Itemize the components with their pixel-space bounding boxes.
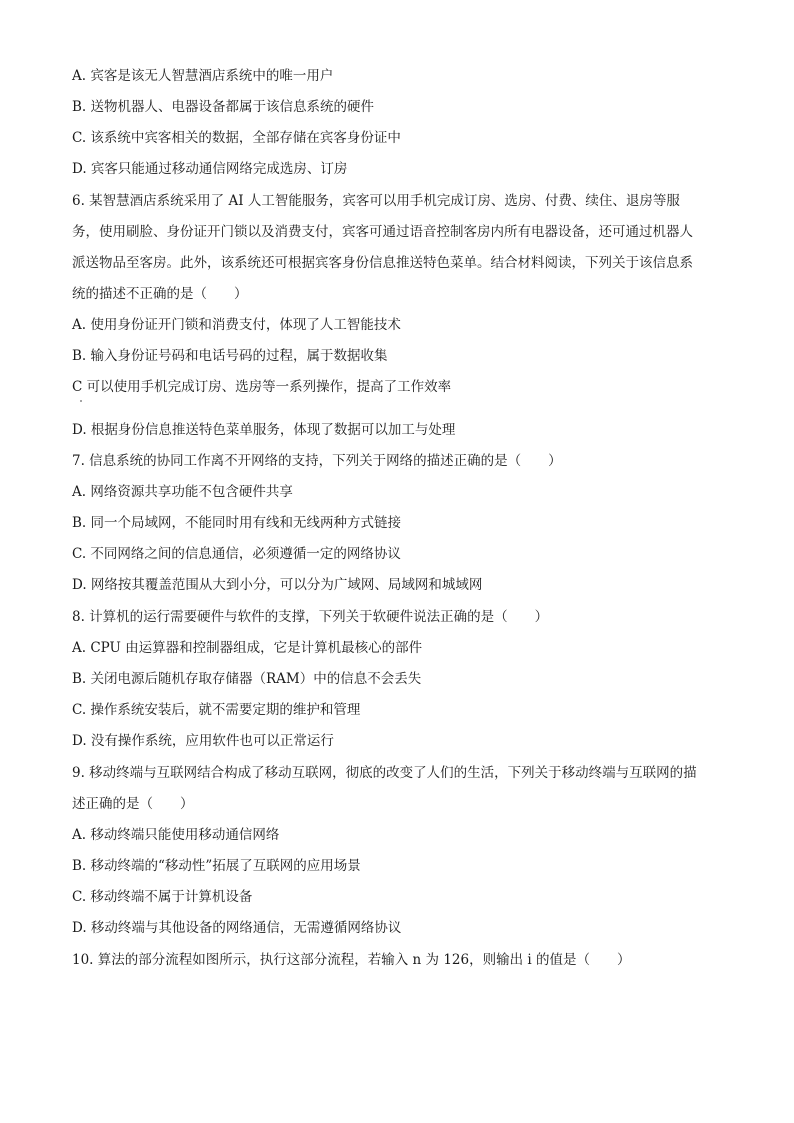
option-9b: B. 移动终端的“移动性”拓展了互联网的应用场景 bbox=[72, 858, 361, 874]
question-6-line-4: 统的描述不正确的是（ ） bbox=[72, 286, 248, 302]
option-8d: D. 没有操作系统，应用软件也可以正常运行 bbox=[72, 733, 334, 749]
option-6c: C 可以使用手机完成订房、选房等一系列操作，提高了工作效率 bbox=[72, 379, 452, 395]
option-9a: A. 移动终端只能使用移动通信网络 bbox=[72, 827, 280, 843]
question-8: 8. 计算机的运行需要硬件与软件的支撑，下列关于软硬件说法正确的是（ ） bbox=[72, 609, 549, 625]
option-9d: D. 移动终端与其他设备的网络通信，无需遵循网络协议 bbox=[72, 920, 402, 936]
option-8a: A. CPU 由运算器和控制器组成，它是计算机最核心的部件 bbox=[72, 640, 423, 656]
option-8c: C. 操作系统安装后，就不需要定期的维护和管理 bbox=[72, 702, 361, 718]
question-9-line-2: 述正确的是（ ） bbox=[72, 796, 194, 812]
option-5d: D. 宾客只能通过移动通信网络完成选房、订房 bbox=[72, 161, 348, 177]
option-6a: A. 使用身份证开门锁和消费支付，体现了人工智能技术 bbox=[72, 317, 401, 333]
option-7d: D. 网络按其覆盖范围从大到小分，可以分为广域网、局域网和城域网 bbox=[72, 577, 483, 593]
question-9-line-1: 9. 移动终端与互联网结合构成了移动互联网，彻底的改变了人们的生活，下列关于移动终端与互联网的描 bbox=[72, 765, 697, 781]
option-7c: C. 不同网络之间的信息通信，必须遵循一定的网络协议 bbox=[72, 546, 401, 562]
question-6-line-3: 派送物品至客房。此外，该系统还可根据宾客身份信息推送特色菜单。结合材料阅读，下列关于该信息系 bbox=[72, 255, 693, 271]
option-9c: C. 移动终端不属于计算机设备 bbox=[72, 889, 253, 905]
question-6-line-1: 6. 某智慧酒店系统采用了 AI 人工智能服务，宾客可以用手机完成订房、选房、付费、续住、退房等服 bbox=[72, 193, 680, 209]
option-6b: B. 输入身份证号码和电话号码的过程，属于数据收集 bbox=[72, 348, 388, 364]
question-7: 7. 信息系统的协同工作离不开网络的支持，下列关于网络的描述正确的是（ ） bbox=[72, 453, 562, 469]
option-7b: B. 同一个局域网，不能同时用有线和无线两种方式链接 bbox=[72, 515, 402, 531]
option-8b: B. 关闭电源后随机存取存储器（RAM）中的信息不会丢失 bbox=[72, 671, 422, 687]
option-5a: A. 宾客是该无人智慧酒店系统中的唯一用户 bbox=[72, 68, 334, 84]
stray-mark bbox=[80, 400, 82, 402]
option-5b: B. 送物机器人、电器设备都属于该信息系统的硬件 bbox=[72, 99, 375, 115]
option-5c: C. 该系统中宾客相关的数据，全部存储在宾客身份证中 bbox=[72, 130, 401, 146]
option-7a: A. 网络资源共享功能不包含硬件共享 bbox=[72, 484, 293, 500]
question-10: 10. 算法的部分流程如图所示，执行这部分流程，若输入 n 为 126，则输出 i 的值是（ ） bbox=[72, 952, 631, 968]
option-6d: D. 根据身份信息推送特色菜单服务，体现了数据可以加工与处理 bbox=[72, 422, 456, 438]
question-6-line-2: 务，使用刷脸、身份证开门锁以及消费支付，宾客可通过语音控制客房内所有电器设备，还可通过机器人 bbox=[72, 224, 693, 240]
